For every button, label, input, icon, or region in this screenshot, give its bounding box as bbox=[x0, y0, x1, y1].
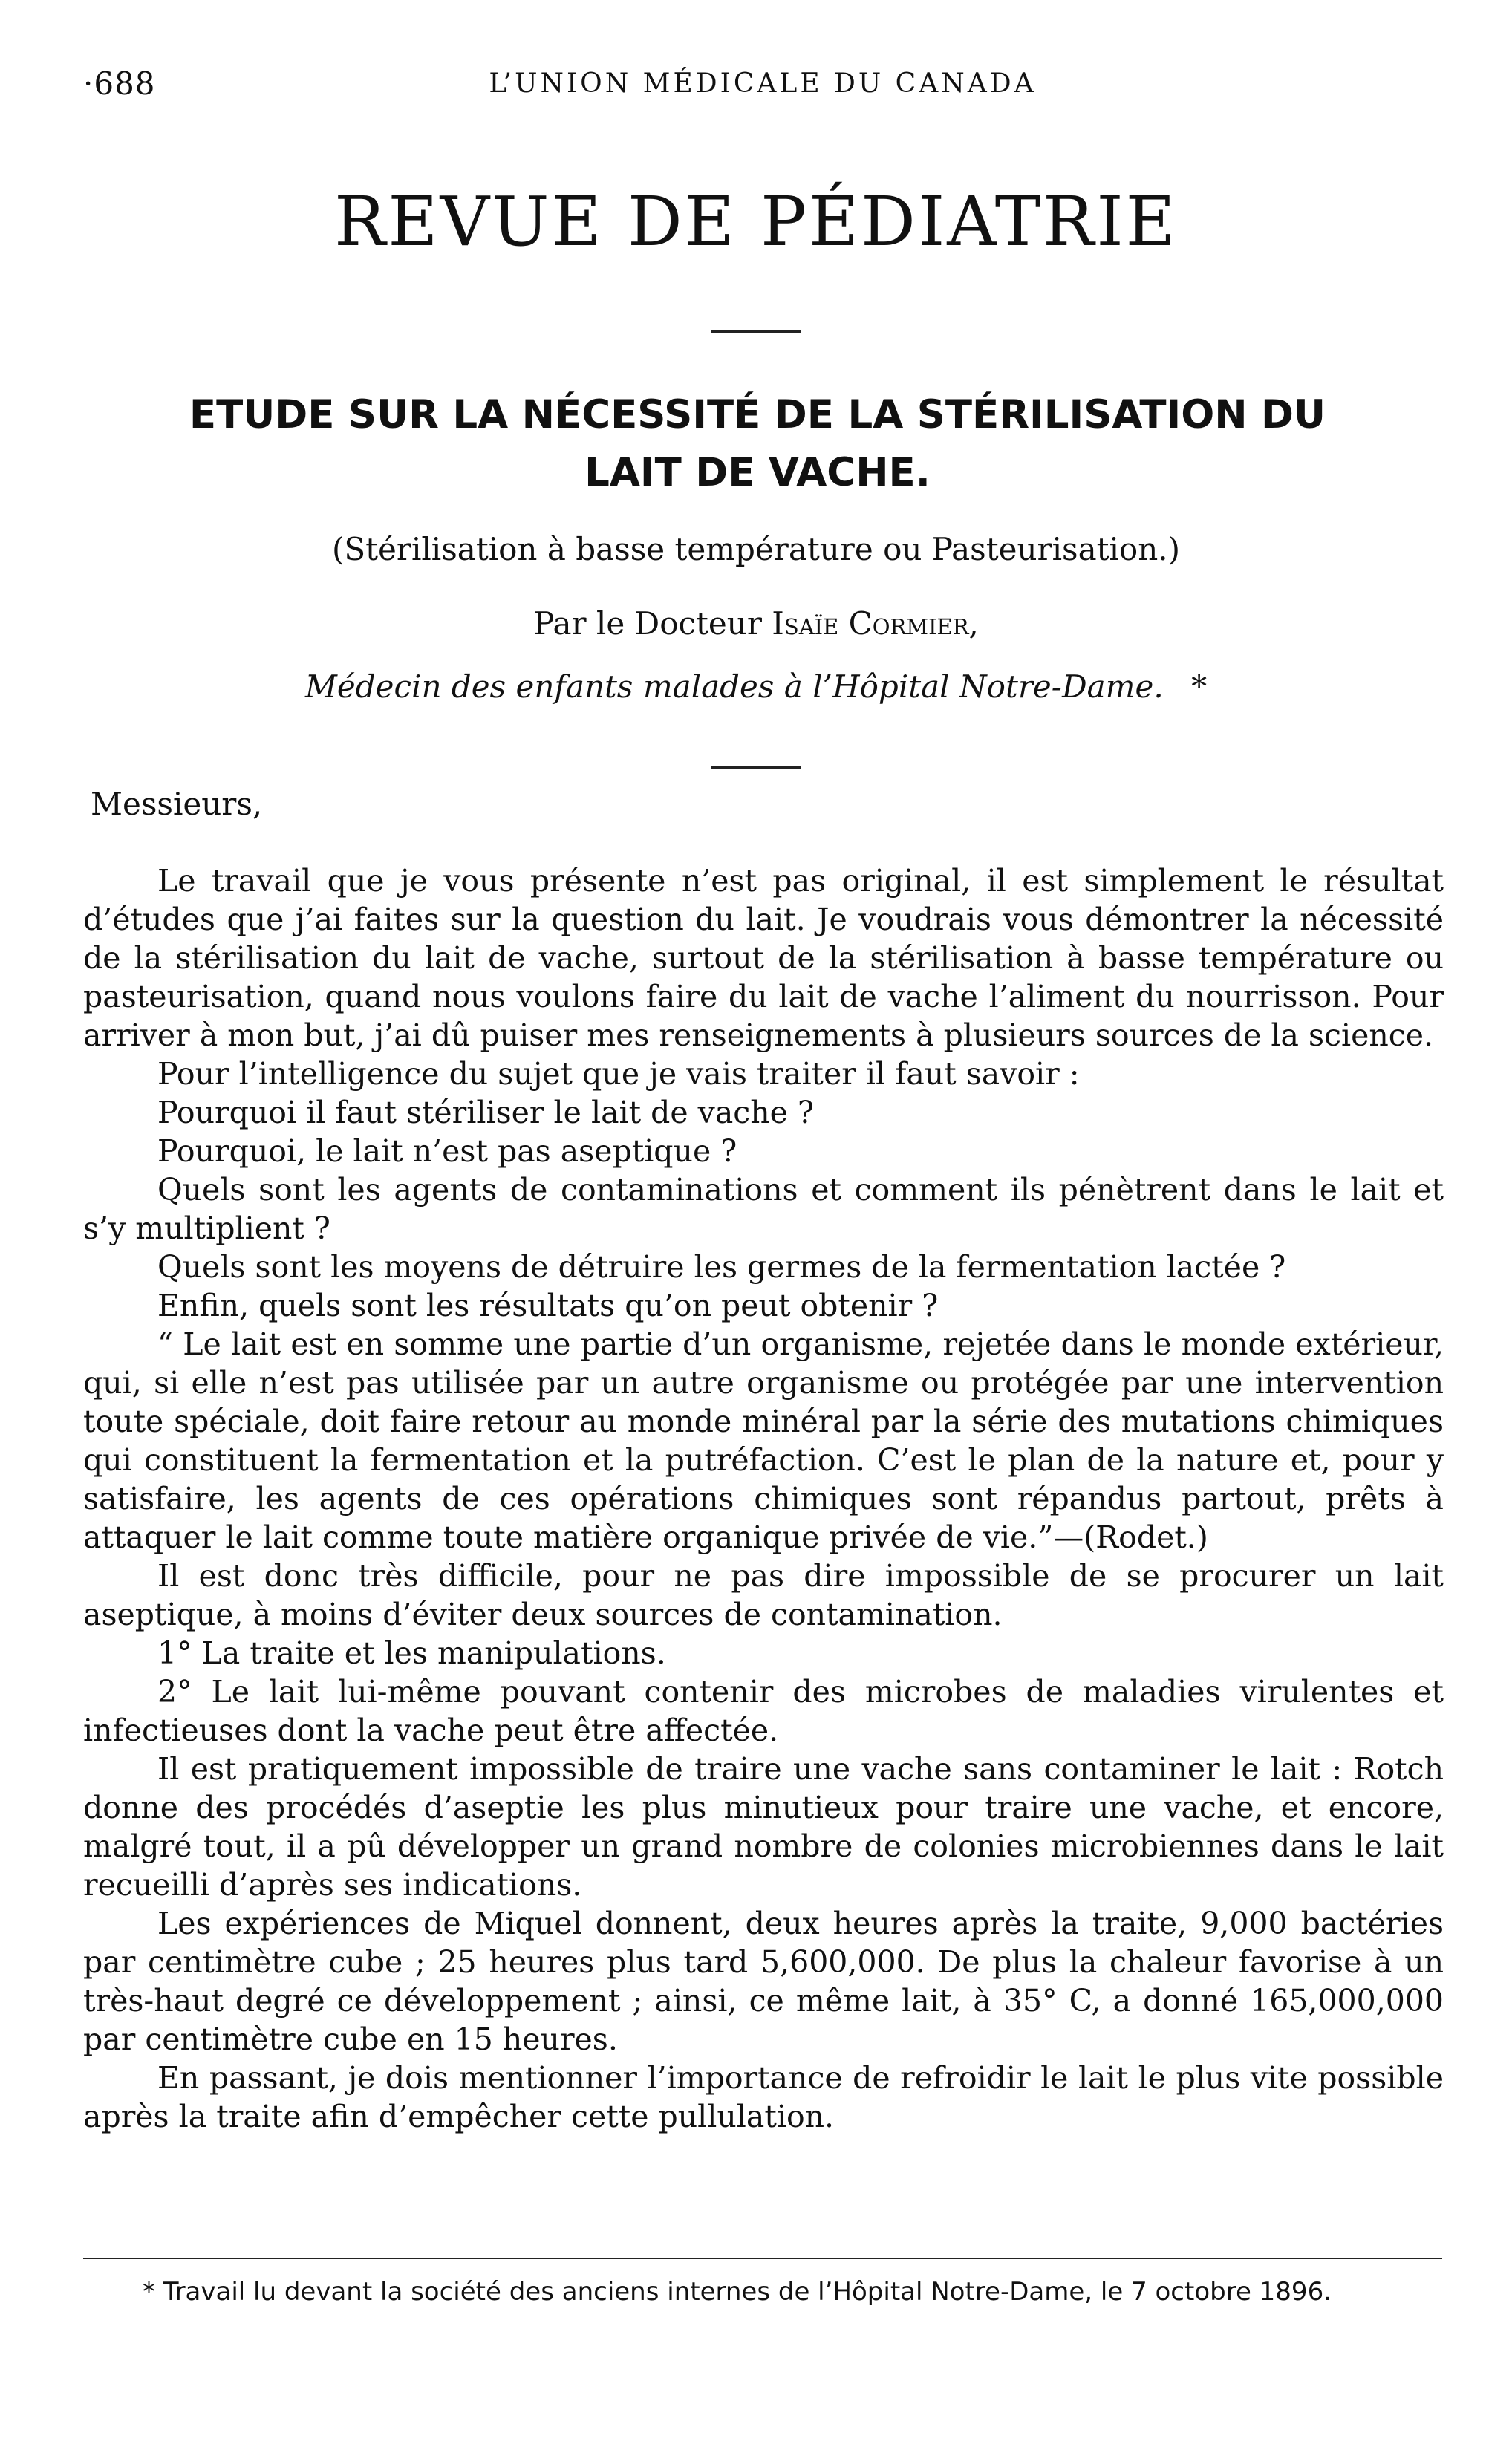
paragraph: Pour l’intelligence du sujet que je vais traiter il faut savoir : bbox=[157, 1056, 1080, 1092]
paragraph: Quels sont les moyens de détruire les germes de la fermentation lactée ? bbox=[157, 1249, 1286, 1285]
paragraph: Quels sont les agents de contaminations et comment ils pénètrent dans le lait et s’y multiplient ? bbox=[83, 1172, 1444, 1246]
paragraph: Enfin, quels sont les résultats qu’on peut obtenir ? bbox=[157, 1288, 939, 1323]
footnote-marker: * bbox=[1191, 668, 1208, 705]
paragraph: Les expériences de Miquel donnent, deux heures après la traite, 9,000 bactéries par centimètre cube ; 25 heures plus tard 5,600,000. De plus la chaleur favorise à un très-haut degré ce développement ; ainsi, ce même lait, à 35° C, a donné 165,000,000 par centimètre cube en 15 heures. bbox=[83, 1906, 1444, 2057]
title-divider bbox=[711, 330, 801, 333]
salutation: Messieurs, bbox=[91, 786, 263, 822]
paragraph: En passant, je dois mentionner l’importance de refroidir le lait le plus vite possible après la traite afin d’empêcher cette pullulation. bbox=[83, 2060, 1444, 2134]
author-name: Isaïe Cormier, bbox=[772, 605, 979, 642]
running-head bbox=[83, 65, 1442, 110]
page-number: ·688 bbox=[83, 65, 156, 102]
paragraph: Pourquoi il faut stériliser le lait de vache ? bbox=[157, 1095, 814, 1130]
article-title: ETUDE SUR LA NÉCESSITÉ DE LA STÉRILISATION DU LAIT DE VACHE. bbox=[189, 392, 1326, 495]
paragraph: Pourquoi, le lait n’est pas aseptique ? bbox=[157, 1133, 737, 1169]
paragraph: “ Le lait est en somme une partie d’un organisme, rejetée dans le monde extérieur, qui, si elle n’est pas utilisée par un autre organisme ou protégée par une intervention toute spéciale, doit faire retour au monde minéral par la série des mutations chimiques qui constituent la fermentation et la putréfaction. C’est le plan de la nature et, pour y satisfaire, les agents de ces opérations chimiques sont répandus partout, prêts à attaquer le lait comme toute matière organique privée de vie.”—(Rodet.) bbox=[83, 1326, 1444, 1555]
article-body bbox=[83, 861, 1444, 2136]
byline-divider bbox=[711, 766, 801, 769]
paragraph: Il est donc très difficile, pour ne pas dire impossible de se procurer un lait aseptique, à moins d’éviter deux sources de contamination. bbox=[83, 1558, 1444, 1632]
byline bbox=[0, 605, 1512, 642]
paragraph: Il est pratiquement impossible de traire une vache sans contaminer le lait : Rotch donne des procédés d’aseptie les plus minutieux pour traire une vache, et encore, malgré tout, il a pû développer un grand nombre de colonies microbiennes dans le lait recueilli d’après ses indications. bbox=[83, 1751, 1444, 1903]
footnote-divider bbox=[83, 2258, 1442, 2259]
article-subtitle: (Stérilisation à basse température ou Pasteurisation.) bbox=[331, 531, 1181, 567]
paragraph: Le travail que je vous présente n’est pas original, il est simplement le résultat d’études que j’ai faites sur la question du lait. Je voudrais vous démontrer la nécessité de la stérilisation du lait de vache, surtout de la stérilisation à basse température ou pasteurisation, quand nous voulons faire du lait de vache l’aliment du nourrisson. Pour arriver à mon but, j’ai dû puiser mes renseignements à plusieurs sources de la science. bbox=[83, 863, 1444, 1053]
byline-prefix: Par le Docteur bbox=[533, 605, 772, 642]
author-affiliation: Médecin des enfants malades à l’Hôpital Notre-Dame. bbox=[304, 668, 1164, 705]
journal-name: L’UNION MÉDICALE DU CANADA bbox=[489, 68, 1037, 99]
paragraph: 2° Le lait lui-même pouvant contenir des microbes de maladies virulentes et infectieuses dont la vache peut être affectée. bbox=[83, 1674, 1444, 1748]
paragraph: 1° La traite et les manipulations. bbox=[157, 1635, 666, 1671]
section-title: REVUE DE PÉDIATRIE bbox=[334, 182, 1178, 261]
footnote: * Travail lu devant la société des anciens internes de l’Hôpital Notre-Dame, le 7 octobre 1896. bbox=[143, 2277, 1332, 2307]
author-affiliation-line bbox=[0, 668, 1512, 705]
